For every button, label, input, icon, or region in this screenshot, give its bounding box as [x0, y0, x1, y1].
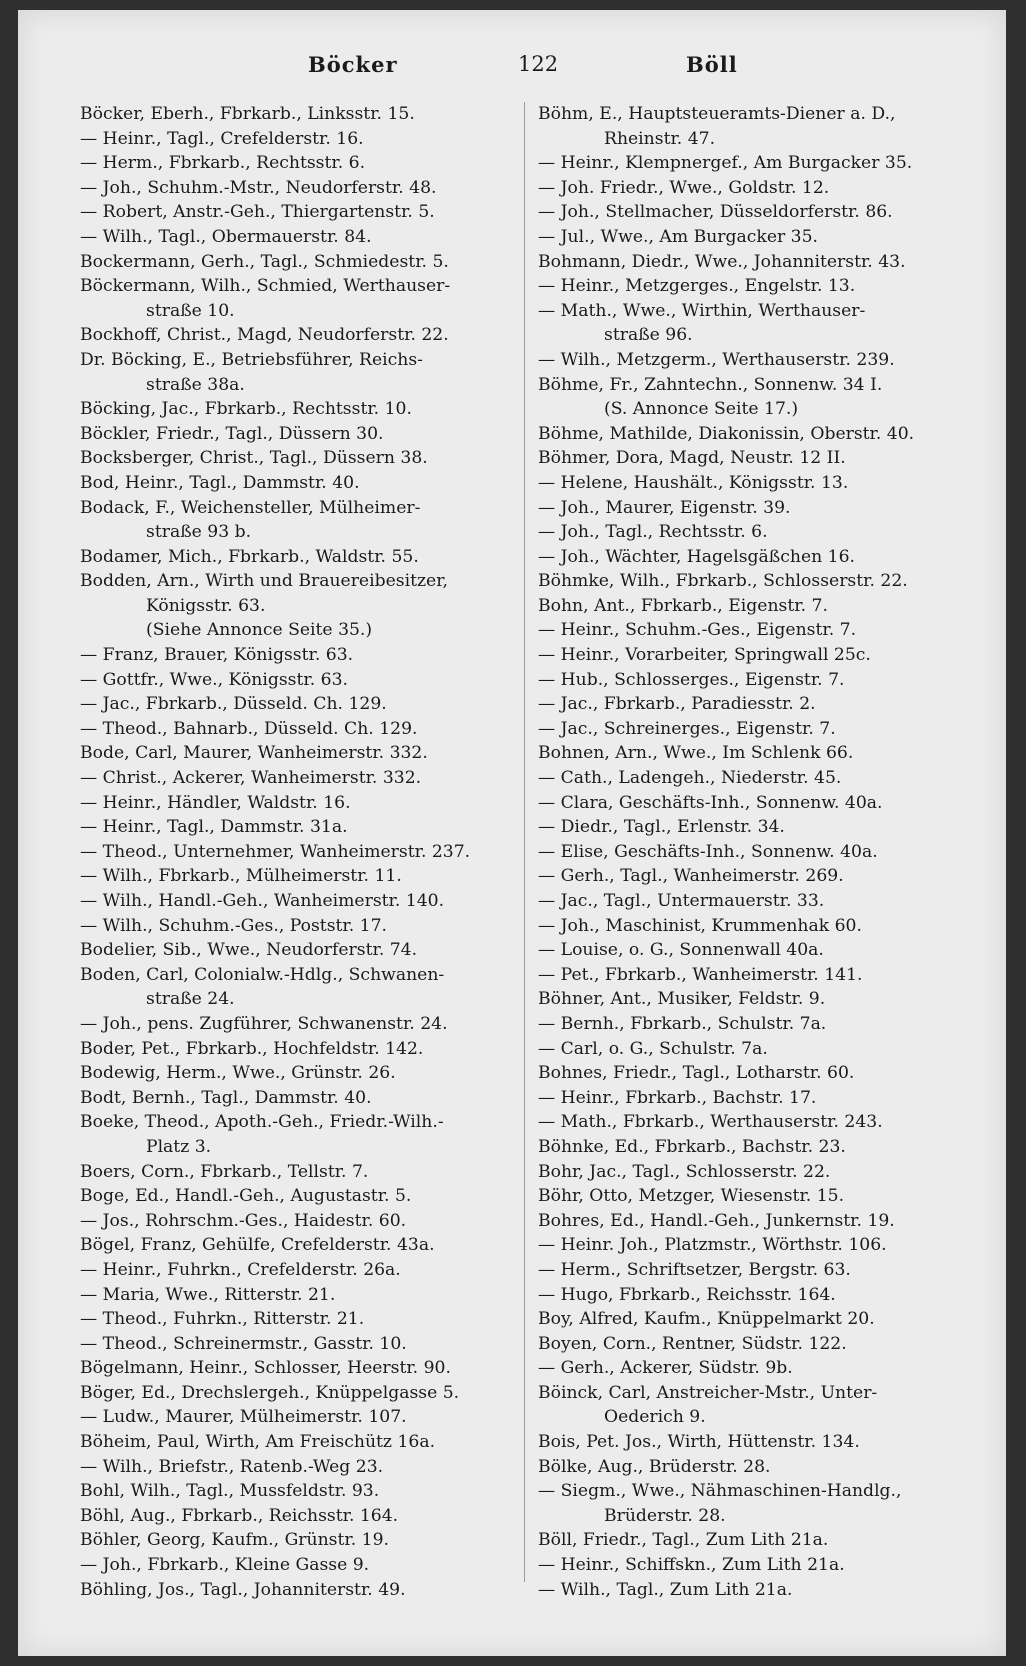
directory-entry	[80, 1578, 506, 1603]
entry-line: — Theod., Fuhrkn., Ritterstr. 21.	[80, 1309, 365, 1330]
entry-line: Boeke, Theod., Apoth.-Geh., Friedr.-Wilh.-	[80, 1112, 444, 1133]
directory-entry	[538, 987, 986, 1012]
directory-entry	[538, 1332, 986, 1357]
directory-entry	[538, 938, 986, 963]
entry-line: — Wilh., Fbrkarb., Mülheimerstr. 11.	[80, 866, 402, 887]
entry-continuation: (Siehe Annonce Seite 35.)	[146, 620, 373, 641]
entry-continuation: straße 96.	[604, 325, 693, 346]
entry-line: — Maria, Wwe., Ritterstr. 21.	[80, 1284, 336, 1305]
entry-line: — Theod., Unternehmer, Wanheimerstr. 237.	[80, 841, 471, 862]
directory-entry	[538, 864, 986, 889]
entry-line: — Joh., pens. Zugführer, Schwanenstr. 24.	[80, 1013, 448, 1034]
directory-entry	[538, 1184, 986, 1209]
entry-line: Bod, Heinr., Tagl., Dammstr. 40.	[80, 472, 360, 493]
directory-entry	[80, 323, 506, 348]
directory-entry	[538, 1258, 986, 1283]
directory-entry	[538, 151, 986, 176]
entry-line: Bois, Pet. Jos., Wirth, Hüttenstr. 134.	[538, 1432, 860, 1453]
entry-line: — Heinr. Joh., Platzmstr., Wörthstr. 106.	[538, 1235, 887, 1256]
entry-line: Böhmer, Dora, Magd, Neustr. 12 II.	[538, 448, 846, 469]
directory-entry	[538, 1356, 986, 1381]
entry-line: — Heinr., Tagl., Crefelderstr. 16.	[80, 128, 364, 149]
entry-line: — Heinr., Klempnergef., Am Burgacker 35.	[538, 153, 913, 174]
directory-entry	[80, 250, 506, 275]
entry-line: — Elise, Geschäfts-Inh., Sonnenw. 40a.	[538, 841, 878, 862]
entry-line: — Math., Wwe., Wirthin, Werthauser-	[538, 300, 866, 321]
directory-entry	[538, 1086, 986, 1111]
entry-line: Boers, Corn., Fbrkarb., Tellstr. 7.	[80, 1161, 369, 1182]
directory-entry	[80, 1381, 506, 1406]
directory-entry	[80, 496, 506, 545]
entry-continuation: Königsstr. 63.	[146, 595, 266, 616]
entry-line: — Jac., Fbrkarb., Paradiesstr. 2.	[538, 694, 816, 715]
directory-entry	[538, 741, 986, 766]
entry-line: Bögel, Franz, Gehülfe, Crefelderstr. 43a.	[80, 1235, 435, 1256]
entry-line: — Gerh., Ackerer, Südstr. 9b.	[538, 1358, 793, 1379]
directory-entry	[80, 1086, 506, 1111]
directory-entry	[538, 102, 986, 151]
entry-line: Boden, Carl, Colonialw.-Hdlg., Schwanen-	[80, 964, 445, 985]
directory-entry	[538, 791, 986, 816]
entry-line: Böhm, E., Hauptsteueramts-Diener a. D.,	[538, 104, 896, 124]
directory-entry	[538, 594, 986, 619]
entry-line: — Heinr., Vorarbeiter, Springwall 25c.	[538, 645, 871, 666]
directory-entry	[538, 1553, 986, 1578]
entry-continuation: Platz 3.	[146, 1136, 212, 1157]
directory-page	[18, 10, 1006, 1656]
entry-line: Böckler, Friedr., Tagl., Düssern 30.	[80, 423, 384, 444]
entry-line: Böhner, Ant., Musiker, Feldstr. 9.	[538, 989, 826, 1010]
entry-line: Bockermann, Gerh., Tagl., Schmiedestr. 5.	[80, 251, 449, 272]
directory-entry	[538, 766, 986, 791]
directory-entry	[538, 1037, 986, 1062]
entry-line: — Joh., Maurer, Eigenstr. 39.	[538, 497, 791, 518]
entry-line: Boyen, Corn., Rentner, Südstr. 122.	[538, 1333, 847, 1354]
right-column	[538, 102, 986, 1602]
column-divider	[524, 102, 525, 1582]
directory-entry	[80, 1110, 506, 1159]
entry-line: — Wilh., Tagl., Obermauerstr. 84.	[80, 226, 372, 247]
entry-line: Dr. Böcking, E., Betriebsführer, Reichs-	[80, 349, 423, 370]
entry-line: — Helene, Haushält., Königsstr. 13.	[538, 472, 849, 493]
entry-line: — Joh., Maschinist, Krummenhak 60.	[538, 915, 862, 936]
entry-line: Böinck, Carl, Anstreicher-Mstr., Unter-	[538, 1382, 878, 1403]
directory-entry	[80, 422, 506, 447]
entry-line: — Herm., Fbrkarb., Rechtsstr. 6.	[80, 153, 366, 174]
entry-line: Bodden, Arn., Wirth und Brauereibesitzer,	[80, 571, 448, 592]
directory-entry	[538, 1479, 986, 1528]
entry-continuation: Brüderstr. 28.	[604, 1505, 726, 1526]
directory-entry	[80, 717, 506, 742]
entry-line: — Jac., Tagl., Untermauerstr. 33.	[538, 891, 825, 911]
entry-line: — Ludw., Maurer, Mülheimerstr. 107.	[80, 1407, 407, 1428]
entry-line: — Robert, Anstr.-Geh., Thiergartenstr. 5.	[80, 202, 435, 223]
entry-line: Böll, Friedr., Tagl., Zum Lith 21a.	[538, 1530, 829, 1551]
directory-entry	[538, 250, 986, 275]
directory-entry	[538, 1455, 986, 1480]
directory-entry	[80, 668, 506, 693]
entry-line: — Joh., Wächter, Hagelsgäßchen 16.	[538, 546, 855, 567]
entry-line: Böhling, Jos., Tagl., Johanniterstr. 49.	[80, 1579, 406, 1600]
entry-line: Bodt, Bernh., Tagl., Dammstr. 40.	[80, 1087, 372, 1108]
entry-line: — Math., Fbrkarb., Werthauserstr. 243.	[538, 1112, 883, 1133]
directory-entry	[80, 1528, 506, 1553]
directory-entry	[80, 1283, 506, 1308]
directory-entry	[538, 692, 986, 717]
directory-entry	[80, 1553, 506, 1578]
directory-entry	[538, 668, 986, 693]
directory-entry	[538, 373, 986, 422]
directory-entry	[80, 1233, 506, 1258]
entry-line: Bögelmann, Heinr., Schlosser, Heerstr. 90.	[80, 1358, 451, 1379]
directory-entry	[538, 176, 986, 201]
entry-line: — Wilh., Handl.-Geh., Wanheimerstr. 140.	[80, 891, 445, 911]
directory-entry	[80, 274, 506, 323]
entry-line: — Heinr., Fbrkarb., Bachstr. 17.	[538, 1087, 817, 1108]
entry-line: Bodelier, Sib., Wwe., Neudorferstr. 74.	[80, 940, 418, 961]
entry-line: — Cath., Ladengeh., Niederstr. 45.	[538, 768, 842, 789]
entry-line: Bode, Carl, Maurer, Wanheimerstr. 332.	[80, 743, 428, 764]
directory-entry	[80, 889, 506, 914]
entry-line: Bohn, Ant., Fbrkarb., Eigenstr. 7.	[538, 595, 828, 616]
entry-line: Böheim, Paul, Wirth, Am Freischütz 16a.	[80, 1432, 436, 1453]
directory-entry	[80, 864, 506, 889]
directory-entry	[80, 151, 506, 176]
directory-entry	[80, 1037, 506, 1062]
directory-entry	[538, 520, 986, 545]
directory-entry	[538, 446, 986, 471]
entry-line: Boge, Ed., Handl.-Geh., Augustastr. 5.	[80, 1186, 412, 1207]
entry-line: Böcker, Eberh., Fbrkarb., Linksstr. 15.	[80, 104, 415, 124]
directory-entry	[80, 1184, 506, 1209]
entry-line: Böger, Ed., Drechslergeh., Knüppelgasse 5.	[80, 1382, 460, 1403]
header-left-word: Böcker	[308, 52, 398, 77]
directory-entry	[80, 692, 506, 717]
directory-entry	[538, 717, 986, 742]
directory-entry	[538, 1209, 986, 1234]
directory-entry	[80, 914, 506, 939]
directory-entry	[538, 618, 986, 643]
directory-entry	[538, 348, 986, 373]
entry-line: — Franz, Brauer, Königsstr. 63.	[80, 645, 354, 666]
entry-line: Böhme, Fr., Zahntechn., Sonnenw. 34 I.	[538, 374, 883, 395]
entry-line: — Joh., Schuhm.-Mstr., Neudorferstr. 48.	[80, 177, 437, 198]
directory-entry	[80, 741, 506, 766]
entry-line: Böhr, Otto, Metzger, Wiesenstr. 15.	[538, 1186, 845, 1207]
directory-entry	[80, 1258, 506, 1283]
entry-line: Böckermann, Wilh., Schmied, Werthauser-	[80, 276, 451, 297]
directory-entry	[538, 200, 986, 225]
directory-entry	[538, 1578, 986, 1603]
directory-entry	[80, 102, 506, 127]
entry-line: — Theod., Schreinermstr., Gasstr. 10.	[80, 1333, 407, 1354]
directory-entry	[80, 545, 506, 570]
entry-line: Böcking, Jac., Fbrkarb., Rechtsstr. 10.	[80, 399, 412, 420]
directory-entry	[80, 1332, 506, 1357]
directory-entry	[80, 791, 506, 816]
directory-entry	[538, 643, 986, 668]
directory-entry	[80, 1455, 506, 1480]
directory-entry	[80, 1479, 506, 1504]
entry-line: — Diedr., Tagl., Erlenstr. 34.	[538, 817, 785, 838]
entry-line: — Clara, Geschäfts-Inh., Sonnenw. 40a.	[538, 792, 883, 813]
entry-line: Bohmann, Diedr., Wwe., Johanniterstr. 43.	[538, 251, 906, 272]
entry-line: Boy, Alfred, Kaufm., Knüppelmarkt 20.	[538, 1309, 875, 1330]
entry-line: — Louise, o. G., Sonnenwall 40a.	[538, 940, 824, 961]
entry-line: — Jac., Schreinerges., Eigenstr. 7.	[538, 718, 836, 739]
entry-continuation: straße 38a.	[146, 374, 245, 395]
entry-line: Böhl, Aug., Fbrkarb., Reichsstr. 164.	[80, 1505, 399, 1526]
entry-line: — Jac., Fbrkarb., Düsseld. Ch. 129.	[80, 694, 387, 715]
directory-entry	[538, 1528, 986, 1553]
directory-entry	[80, 1405, 506, 1430]
directory-entry	[80, 569, 506, 643]
entry-line: — Jos., Rohrschm.-Ges., Haidestr. 60.	[80, 1210, 407, 1231]
entry-line: — Gottfr., Wwe., Königsstr. 63.	[80, 669, 348, 690]
directory-entry	[80, 446, 506, 471]
entry-line: — Wilh., Briefstr., Ratenb.-Weg 23.	[80, 1456, 384, 1477]
entry-continuation: straße 10.	[146, 300, 235, 321]
directory-entry	[80, 1430, 506, 1455]
directory-entry	[538, 545, 986, 570]
entry-line: Bohnen, Arn., Wwe., Im Schlenk 66.	[538, 743, 854, 764]
entry-line: Bohr, Jac., Tagl., Schlosserstr. 22.	[538, 1161, 831, 1182]
directory-entry	[538, 569, 986, 594]
entry-line: — Hugo, Fbrkarb., Reichsstr. 164.	[538, 1284, 836, 1305]
page-header	[18, 52, 1006, 92]
directory-entry	[80, 1061, 506, 1086]
entry-line: — Heinr., Fuhrkn., Crefelderstr. 26a.	[80, 1259, 401, 1280]
entry-line: Böhme, Mathilde, Diakonissin, Oberstr. 40.	[538, 423, 915, 444]
directory-entry	[538, 963, 986, 988]
entry-continuation: (S. Annonce Seite 17.)	[604, 399, 799, 420]
directory-entry	[538, 422, 986, 447]
directory-entry	[80, 471, 506, 496]
entry-line: Bodewig, Herm., Wwe., Grünstr. 26.	[80, 1063, 396, 1084]
directory-entry	[80, 840, 506, 865]
directory-entry	[80, 643, 506, 668]
directory-entry	[538, 889, 986, 914]
directory-entry	[538, 1110, 986, 1135]
entry-line: — Christ., Ackerer, Wanheimerstr. 332.	[80, 768, 422, 789]
entry-line: Boder, Pet., Fbrkarb., Hochfeldstr. 142.	[80, 1038, 424, 1059]
directory-entry	[538, 815, 986, 840]
entry-line: — Joh. Friedr., Wwe., Goldstr. 12.	[538, 177, 830, 198]
directory-entry	[538, 1430, 986, 1455]
directory-entry	[80, 963, 506, 1012]
entry-line: — Carl, o. G., Schulstr. 7a.	[538, 1038, 768, 1059]
directory-entry	[538, 1233, 986, 1258]
entry-line: Bohnes, Friedr., Tagl., Lotharstr. 60.	[538, 1063, 855, 1084]
directory-entry	[538, 1381, 986, 1430]
directory-entry	[80, 815, 506, 840]
entry-line: Bockhoff, Christ., Magd, Neudorferstr. 22.	[80, 325, 449, 346]
entry-line: Böhmke, Wilh., Fbrkarb., Schlosserstr. 22.	[538, 571, 908, 592]
entry-line: — Heinr., Schiffskn., Zum Lith 21a.	[538, 1555, 845, 1576]
entry-line: — Wilh., Schuhm.-Ges., Poststr. 17.	[80, 915, 388, 936]
entry-line: — Wilh., Metzgerm., Werthauserstr. 239.	[538, 349, 895, 370]
entry-line: Bodack, F., Weichensteller, Mülheimer-	[80, 497, 421, 518]
entry-line: — Wilh., Tagl., Zum Lith 21a.	[538, 1579, 793, 1600]
directory-entry	[80, 348, 506, 397]
entry-continuation: straße 93 b.	[146, 522, 252, 543]
entry-line: — Siegm., Wwe., Nähmaschinen-Handlg.,	[538, 1481, 902, 1502]
directory-entry	[80, 225, 506, 250]
entry-line: — Heinr., Metzgerges., Engelstr. 13.	[538, 276, 856, 297]
entry-continuation: Rheinstr. 47.	[604, 128, 716, 149]
entry-line: — Gerh., Tagl., Wanheimerstr. 269.	[538, 866, 844, 887]
entry-line: — Jul., Wwe., Am Burgacker 35.	[538, 226, 819, 247]
entry-line: — Bernh., Fbrkarb., Schulstr. 7a.	[538, 1013, 827, 1034]
left-column	[80, 102, 506, 1602]
directory-entry	[538, 1307, 986, 1332]
entry-line: — Joh., Tagl., Rechtsstr. 6.	[538, 522, 768, 543]
entry-line: Böhnke, Ed., Fbrkarb., Bachstr. 23.	[538, 1136, 846, 1157]
entry-line: Bocksberger, Christ., Tagl., Düssern 38.	[80, 448, 428, 469]
page-number: 122	[518, 52, 559, 76]
entry-line: — Hub., Schlosserges., Eigenstr. 7.	[538, 669, 845, 690]
entry-line: — Joh., Stellmacher, Düsseldorferstr. 86.	[538, 202, 893, 223]
entry-continuation: Oederich 9.	[604, 1407, 706, 1428]
directory-entry	[80, 127, 506, 152]
entry-line: — Theod., Bahnarb., Düsseld. Ch. 129.	[80, 718, 418, 739]
directory-entry	[538, 840, 986, 865]
directory-entry	[538, 1061, 986, 1086]
directory-entry	[80, 1307, 506, 1332]
entry-continuation: straße 24.	[146, 989, 235, 1010]
directory-entry	[538, 914, 986, 939]
entry-line: — Joh., Fbrkarb., Kleine Gasse 9.	[80, 1555, 370, 1576]
directory-entry	[538, 1160, 986, 1185]
entry-line: — Pet., Fbrkarb., Wanheimerstr. 141.	[538, 964, 863, 985]
directory-entry	[538, 1012, 986, 1037]
entry-line: — Heinr., Schuhm.-Ges., Eigenstr. 7.	[538, 620, 857, 641]
directory-entry	[80, 938, 506, 963]
directory-entry	[80, 1504, 506, 1529]
directory-entry	[80, 200, 506, 225]
entry-line: Bohl, Wilh., Tagl., Mussfeldstr. 93.	[80, 1481, 380, 1502]
directory-entry	[80, 397, 506, 422]
directory-entry	[538, 496, 986, 521]
directory-entry	[80, 1356, 506, 1381]
entry-line: Böhler, Georg, Kaufm., Grünstr. 19.	[80, 1530, 389, 1551]
directory-entry	[80, 1160, 506, 1185]
entry-line: — Heinr., Händler, Waldstr. 16.	[80, 792, 351, 813]
header-right-word: Böll	[686, 52, 738, 77]
directory-entry	[80, 1012, 506, 1037]
directory-entry	[538, 274, 986, 299]
entry-line: — Herm., Schriftsetzer, Bergstr. 63.	[538, 1259, 851, 1280]
directory-entry	[538, 1135, 986, 1160]
entry-line: Bodamer, Mich., Fbrkarb., Waldstr. 55.	[80, 546, 419, 567]
directory-entry	[538, 1283, 986, 1308]
directory-entry	[538, 225, 986, 250]
directory-entry	[80, 176, 506, 201]
entry-line: — Heinr., Tagl., Dammstr. 31a.	[80, 817, 348, 838]
entry-line: Bölke, Aug., Brüderstr. 28.	[538, 1456, 771, 1477]
directory-entry	[538, 299, 986, 348]
directory-entry	[538, 471, 986, 496]
directory-entry	[80, 1209, 506, 1234]
directory-entry	[80, 766, 506, 791]
entry-line: Bohres, Ed., Handl.-Geh., Junkernstr. 19.	[538, 1210, 895, 1231]
